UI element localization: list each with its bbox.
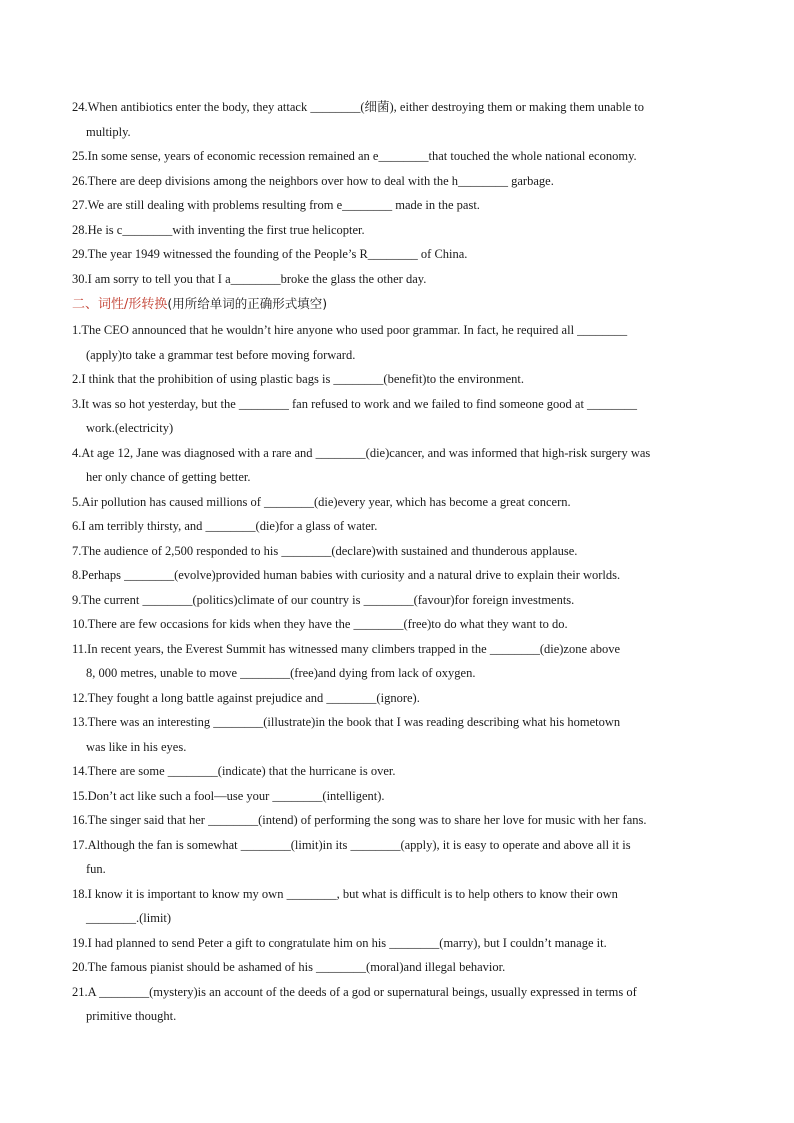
question-text: 21.A ________(mystery)is an account of the deeds of a god or supernatural beings, usually expressed in terms of: [72, 984, 637, 999]
question-item: [72, 980, 722, 1029]
question-text: 26.There are deep divisions among the neighbors over how to deal with the h________ garbage.: [72, 173, 554, 188]
question-item: [72, 318, 722, 367]
question-text: 4.At age 12, Jane was diagnosed with a rare and ________(die)cancer, and was informed that high-risk surgery was: [72, 445, 651, 460]
question-item: [72, 218, 722, 243]
question-item: [72, 882, 722, 931]
question-text: 3.It was so hot yesterday, but the ________ fan refused to work and we failed to find someone good at ________: [72, 396, 638, 411]
question-text: 11.In recent years, the Everest Summit has witnessed many climbers trapped in the ________(die)zone above: [72, 641, 620, 656]
question-text: 6.I am terribly thirsty, and ________(die)for a glass of water.: [72, 519, 378, 533]
question-text: 2.I think that the prohibition of using plastic bags is ________(benefit)to the environment.: [72, 372, 525, 386]
question-text: 8.Perhaps ________(evolve)provided human babies with curiosity and a natural drive to explain their worlds.: [72, 568, 621, 582]
question-text: 27.We are still dealing with problems resulting from e________ made in the past.: [72, 198, 480, 212]
question-item: [72, 637, 722, 686]
question-text: 16.The singer said that her ________(intend) of performing the song was to share her love for music with her fans.: [72, 813, 647, 827]
question-item: [72, 392, 722, 441]
question-item: [72, 169, 722, 194]
question-text: 7.The audience of 2,500 responded to his ________(declare)with sustained and thunderous applause.: [72, 543, 578, 558]
question-text: 30.I am sorry to tell you that I a________broke the glass the other day.: [72, 271, 427, 286]
question-text-continued: fun.: [86, 862, 106, 876]
question-text: 9.The current ________(politics)climate of our country is ________(favour)for foreign investments.: [72, 592, 575, 607]
question-text: 14.There are some ________(indicate) that the hurricane is over.: [72, 764, 396, 778]
question-text: 29.The year 1949 witnessed the founding of the People’s R________ of China.: [72, 247, 468, 261]
question-item: [72, 95, 722, 144]
question-text: 13.There was an interesting ________(illustrate)in the book that I was reading describing what his hometown: [72, 715, 621, 729]
question-text-continued: (apply)to take a grammar test before moving forward.: [86, 347, 356, 362]
question-text: 15.Don’t act like such a fool—use your ________(intelligent).: [72, 788, 385, 803]
question-text: 10.There are few occasions for kids when they have the ________(free)to do what they want to do.: [72, 617, 568, 631]
question-text: 20.The famous pianist should be ashamed of his ________(moral)and illegal behavior.: [72, 960, 506, 974]
question-text: 17.Although the fan is somewhat ________(limit)in its ________(apply), it is easy to operate and above all it is: [72, 837, 631, 852]
question-text: 25.In some sense, years of economic recession remained an e________that touched the whole national economy.: [72, 149, 637, 163]
question-text-continued: multiply.: [86, 124, 131, 139]
question-item: [72, 784, 722, 809]
section-heading: [72, 291, 722, 318]
question-item: [72, 242, 722, 267]
question-item: [72, 539, 722, 564]
question-item: [72, 563, 722, 588]
question-text: 24.When antibiotics enter the body, they attack ________(细菌), either destroying them or making them unable to: [72, 100, 644, 114]
question-item: [72, 588, 722, 613]
question-text: 19.I had planned to send Peter a gift to congratulate him on his ________(marry), but I couldn’t manage it.: [72, 935, 607, 950]
question-text-continued: her only chance of getting better.: [86, 470, 251, 484]
word-form-section: [72, 318, 722, 1029]
question-item: [72, 710, 722, 759]
question-item: [72, 833, 722, 882]
question-text: 28.He is c________with inventing the first true helicopter.: [72, 222, 365, 237]
question-text-continued: work.(electricity): [86, 421, 174, 435]
question-text: 12.They fought a long battle against prejudice and ________(ignore).: [72, 690, 420, 705]
question-item: [72, 955, 722, 980]
question-text-continued: primitive thought.: [86, 1009, 177, 1023]
question-item: [72, 193, 722, 218]
question-item: [72, 367, 722, 392]
question-item: [72, 931, 722, 956]
exercise-content: [72, 95, 722, 1029]
question-text: 1.The CEO announced that he wouldn’t hire anyone who used poor grammar. In fact, he required all ________: [72, 323, 628, 337]
question-text-continued: was like in his eyes.: [86, 739, 187, 754]
question-item: [72, 490, 722, 515]
section-heading-title: 二、词性/形转换: [72, 297, 168, 312]
question-text: 18.I know it is important to know my own ________, but what is difficult is to help others to know their own: [72, 886, 618, 901]
question-item: [72, 514, 722, 539]
section-heading-instruction: (用所给单词的正确形式填空): [167, 296, 328, 311]
question-item: [72, 759, 722, 784]
question-text-continued: 8, 000 metres, unable to move ________(free)and dying from lack of oxygen.: [86, 666, 476, 680]
vocabulary-fill-section: [72, 95, 722, 291]
question-text-continued: ________.(limit): [86, 911, 172, 925]
question-item: [72, 808, 722, 833]
question-item: [72, 267, 722, 292]
question-item: [72, 144, 722, 169]
question-item: [72, 441, 722, 490]
question-text: 5.Air pollution has caused millions of ________(die)every year, which has become a great concern.: [72, 494, 571, 509]
question-item: [72, 686, 722, 711]
question-item: [72, 612, 722, 637]
